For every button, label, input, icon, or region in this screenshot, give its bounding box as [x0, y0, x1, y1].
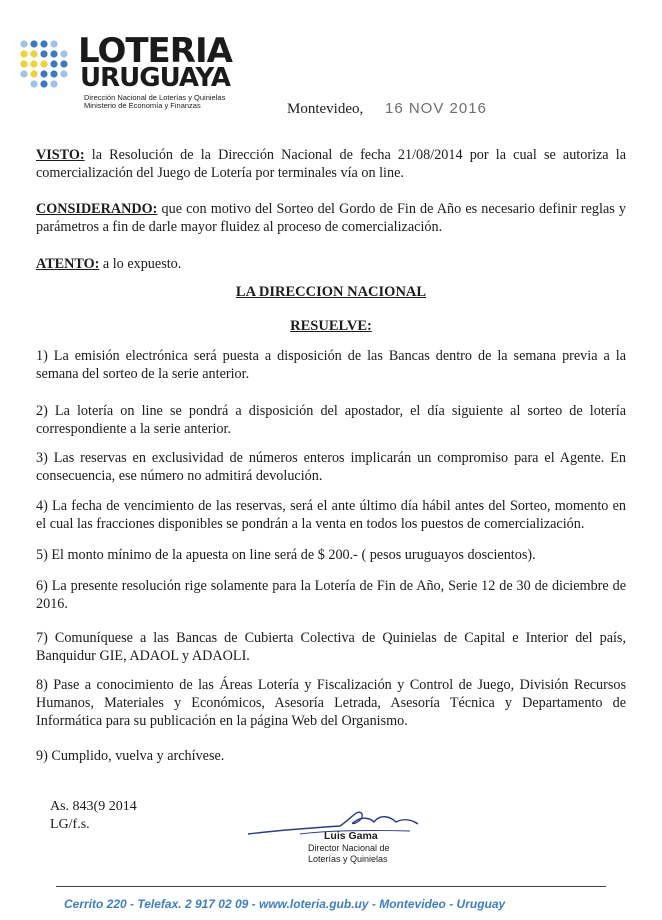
resolution-item-8: 8) Pase a conocimiento de las Áreas Lotería y Fiscalización y Control de Juego, División Recursos Humanos, Materiales y Económicos, Asesoría Letrada, Asesoría Técnica y Departamento de Informática para su publicación en la página Web del Organismo.	[36, 677, 626, 729]
resolution-item-6: 6) La presente resolución rige solamente para la Lotería de Fin de Año, Serie 12 de 30 de diciembre de 2016.	[36, 578, 626, 612]
atento-paragraph	[36, 255, 626, 273]
logo-title: LOTERIA	[78, 31, 232, 71]
loteria-logo	[18, 31, 238, 110]
date-stamp: 16 NOV 2016	[385, 100, 487, 117]
signer-title-line2: Loterías y Quinielas	[308, 854, 388, 864]
visto-label: VISTO:	[36, 147, 85, 163]
signer-name: Luis Gama	[324, 830, 378, 842]
logo-ministry-line: Ministerio de Economía y Finanzas	[84, 101, 201, 110]
heading-direccion: LA DIRECCION NACIONAL	[235, 284, 427, 300]
footer-contact: Cerrito 220 - Telefax. 2 917 02 09 - www.loteria.gub.uy - Montevideo - Uruguay	[64, 897, 506, 911]
resolution-item-2: 2) La lotería on line se pondrá a disposición del apostador, el día siguiente al sorteo de lotería correspondiente a la serie anterior.	[36, 403, 626, 437]
heading-resuelve: RESUELVE:	[290, 318, 372, 334]
atento-text: a lo expuesto.	[99, 256, 182, 272]
reference-number: As. 843(9 2014	[50, 799, 137, 814]
considerando-label: CONSIDERANDO:	[36, 201, 158, 217]
considerando-paragraph	[36, 200, 626, 236]
logo-agency-line: Dirección Nacional de Loterías y Quinielas	[84, 93, 226, 102]
date-city: Montevideo,	[287, 101, 364, 117]
logo-subtitle: URUGUAYA	[80, 63, 230, 93]
footer-divider	[56, 886, 606, 887]
resolution-item-4: 4) La fecha de vencimiento de las reservas, será el ante último día hábil antes del Sorteo, momento en el cual las fracciones disponibles se pondrán a la venta en todos los puestos de comercialización.	[36, 498, 626, 532]
considerando-text: que con motivo del Sorteo del Gordo de Fin de Año es necesario definir reglas y parámetros a fin de darle mayor fluidez al proceso de comercialización.	[36, 201, 626, 235]
date-line	[287, 100, 487, 118]
resolution-item-9: 9) Cumplido, vuelva y archívese.	[36, 748, 225, 764]
signer-title-line1: Director Nacional de	[308, 843, 390, 853]
logo-dots-icon	[18, 38, 78, 90]
resolution-item-3: 3) Las reservas en exclusividad de números enteros implicarán un compromiso para el Agente. En consecuencia, ese número no admitirá devolución.	[36, 450, 626, 484]
resolution-item-5: 5) El monto mínimo de la apuesta on line será de $ 200.- ( pesos uruguayos doscientos).	[36, 547, 536, 563]
resolution-item-7: 7) Comuníquese a las Bancas de Cubierta Colectiva de Quinielas de Capital e Interior del país, Banquidur GIE, ADAOL y ADAOLI.	[36, 630, 626, 664]
visto-text: la Resolución de la Dirección Nacional de fecha 21/08/2014 por la cual se autoriza la comercialización del Juego de Lotería por terminales vía on line.	[36, 147, 626, 181]
resolution-item-1: 1) La emisión electrónica será puesta a disposición de las Bancas dentro de la semana previa a la semana del sorteo de la serie anterior.	[36, 348, 626, 382]
atento-label: ATENTO:	[36, 256, 100, 272]
reference-initials: LG/f.s.	[50, 817, 90, 832]
visto-paragraph	[36, 146, 626, 182]
